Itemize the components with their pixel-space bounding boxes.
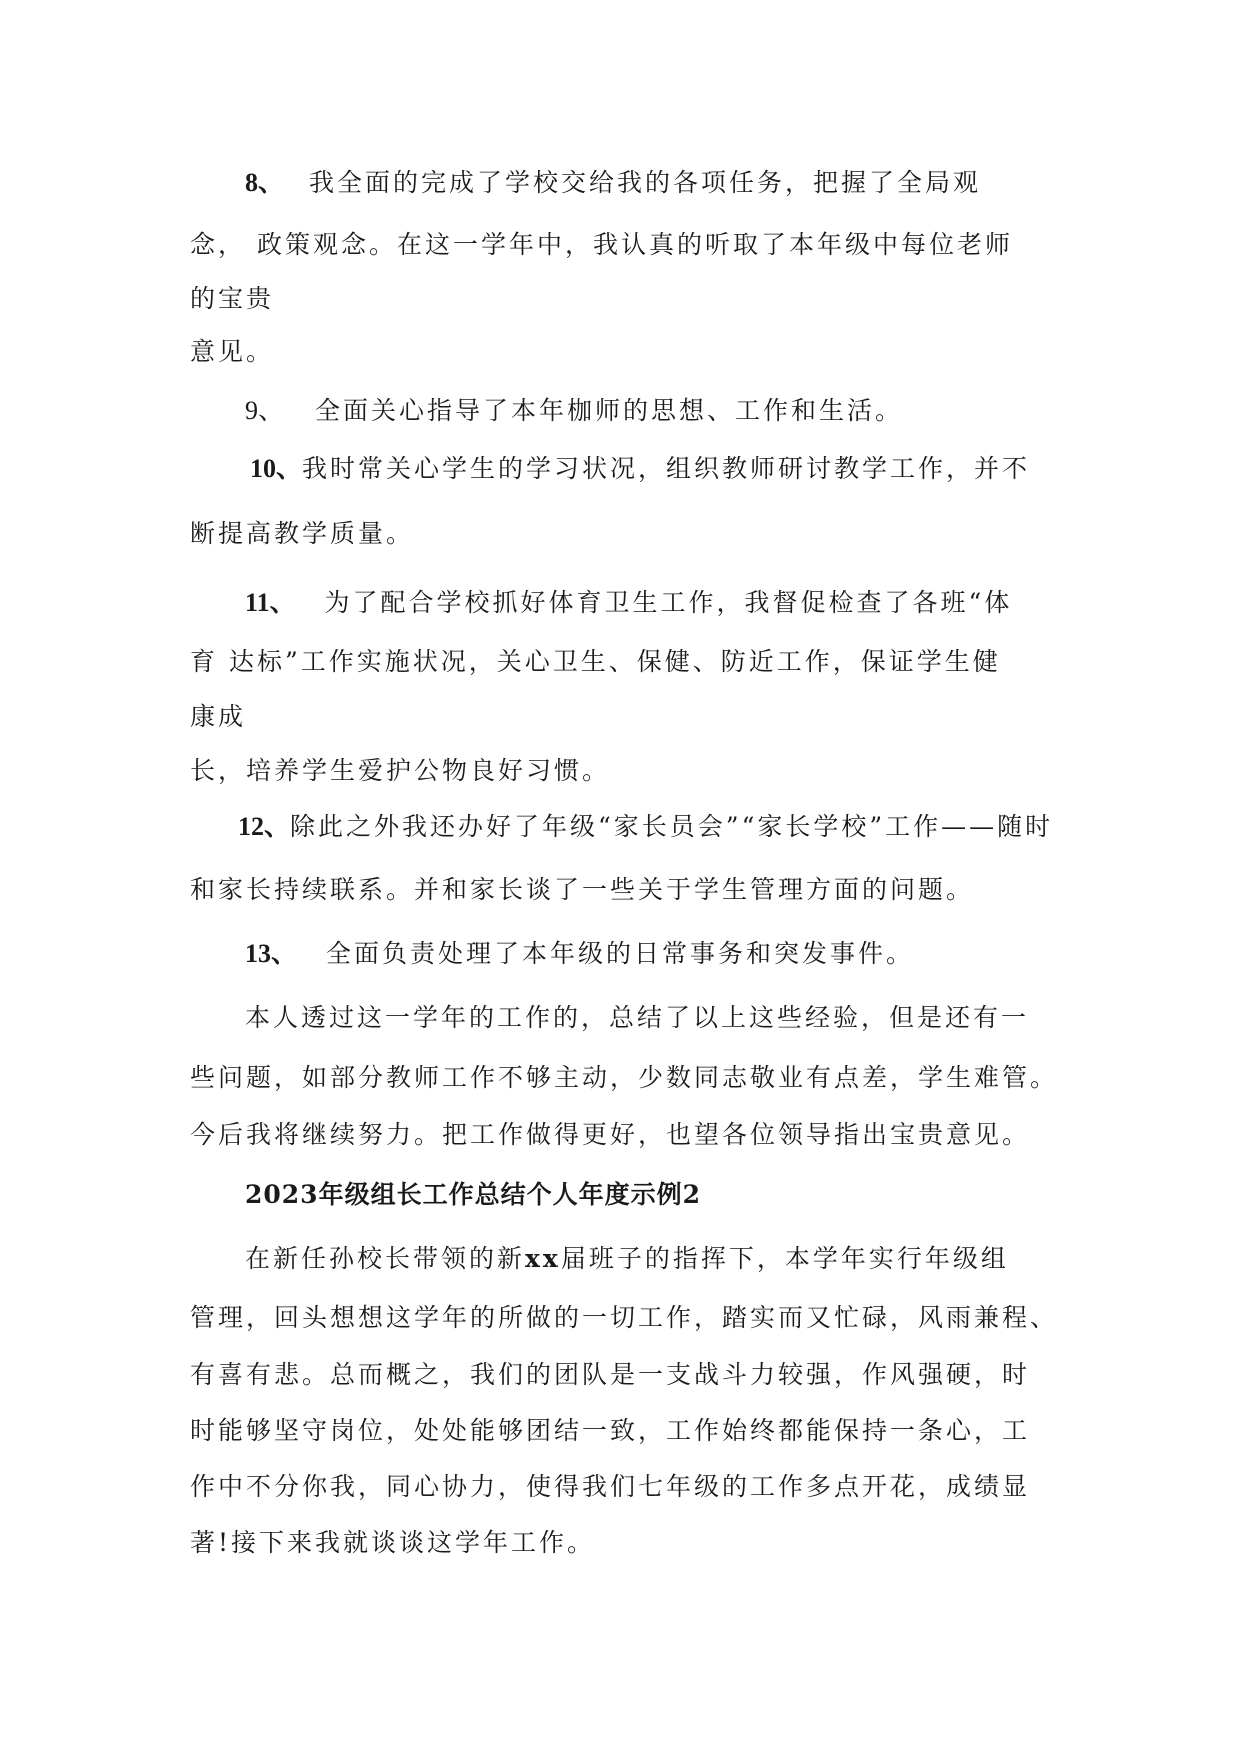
item-number: 8、 xyxy=(245,168,285,197)
example2-text-suffix: 届班子的指挥下，本学年实行年级组 xyxy=(560,1244,1009,1273)
item-12-line-2: 和家长持续联系。并和家长谈了一些关于学生管理方面的问题。 xyxy=(190,875,975,904)
item-text: 全面负责处理了本年级的日常事务和突发事件。 xyxy=(325,939,914,968)
item-11-line-4: 长，培养学生爱护公物良好习惯。 xyxy=(190,756,611,785)
item-text: 为了配合学校抓好体育卫生工作，我督促检查了各班“体 xyxy=(324,588,1013,617)
item-10-line-2: 断提高教学质量。 xyxy=(190,519,415,548)
item-9-line-1 xyxy=(245,394,903,428)
example2-text-bold: xx xyxy=(525,1244,561,1273)
item-number: 11、 xyxy=(245,588,296,617)
item-text: 除此之外我还办好了年级“家长员会”“家长学校”工作——随时 xyxy=(290,812,1054,841)
summary-line-1: 本人透过这一学年的工作的，总结了以上这些经验，但是还有一 xyxy=(245,1003,1030,1032)
example2-line-1 xyxy=(245,1242,1009,1276)
section-heading: 2023年级组长工作总结个人年度示例2 xyxy=(245,1180,701,1209)
example2-line-4: 时能够坚守岗位，处处能够团结一致，工作始终都能保持一条心，工 xyxy=(190,1416,1031,1445)
example2-line-3: 有喜有悲。总而概之，我们的团队是一支战斗力较强，作风强硬，时 xyxy=(190,1360,1031,1389)
item-number: 13、 xyxy=(245,939,298,968)
example2-text-prefix: 在新任孙校长带领的新 xyxy=(245,1244,526,1273)
summary-line-3: 今后我将继续努力。把工作做得更好，也望各位领导指出宝贵意见。 xyxy=(190,1120,1031,1149)
item-12-line-1 xyxy=(238,810,1053,844)
item-8-line-2: 念， 政策观念。在这一学年中，我认真的听取了本年级中每位老师 xyxy=(190,230,1013,259)
item-text: 我时常关心学生的学习状况，组织教师研讨教学工作，并不 xyxy=(302,454,1031,483)
example2-line-2: 管理，回头想想这学年的所做的一切工作，踏实而又忙碌，风雨兼程、 xyxy=(190,1303,1059,1332)
item-8-line-4: 意见。 xyxy=(190,337,275,366)
example2-line-6: 著!接下来我就谈谈这学年工作。 xyxy=(190,1528,596,1557)
item-11-line-3: 康成 xyxy=(190,702,247,731)
item-number: 10、 xyxy=(250,454,303,483)
item-number: 12、 xyxy=(238,812,291,841)
item-text: 全面关心指导了本年枷师的思想、工作和生活。 xyxy=(314,396,903,425)
item-10-line-1 xyxy=(250,452,1030,486)
item-8-line-1 xyxy=(245,166,981,200)
item-number: 9、 xyxy=(245,396,285,425)
item-11-line-1 xyxy=(245,586,1012,620)
item-8-line-3: 的宝贵 xyxy=(190,284,275,313)
summary-line-2: 些问题，如部分教师工作不够主动，少数同志敬业有点差，学生难管。 xyxy=(190,1063,1059,1092)
example2-line-5: 作中不分你我，同心协力，使得我们七年级的工作多点开花，成绩显 xyxy=(190,1472,1031,1501)
item-13-line-1 xyxy=(245,937,914,971)
item-11-line-2: 育 达标”工作实施状况，关心卫生、保健、防近工作，保证学生健 xyxy=(190,647,1001,676)
item-text: 我全面的完成了学校交给我的各项任务，把握了全局观 xyxy=(308,168,981,197)
